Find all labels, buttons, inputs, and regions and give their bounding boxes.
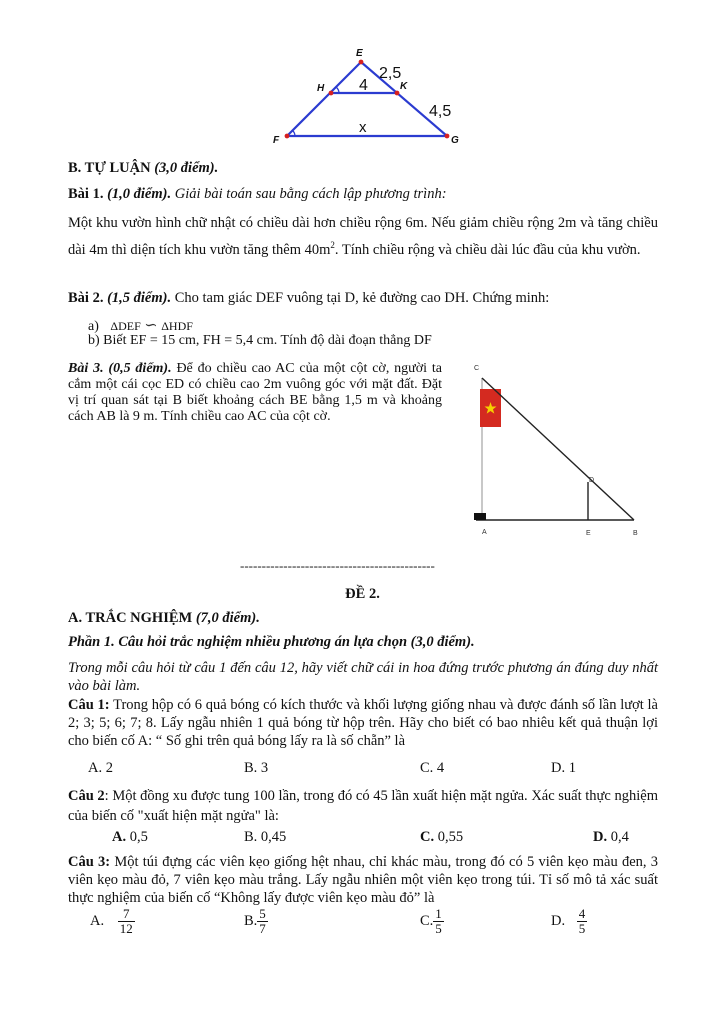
bai2-a-label: a)	[88, 319, 99, 334]
phan1-heading: Phần 1. Câu hỏi trắc nghiệm nhiều phương án lựa chọn (3,0 điểm).	[68, 634, 475, 650]
q2-option-a-letter: A.	[112, 829, 127, 845]
q2-option-d-letter: D.	[593, 829, 608, 845]
bai3-points: (0,5 điểm).	[108, 361, 172, 376]
q3-option-c-letter: C.	[420, 912, 434, 929]
label-b: B	[633, 530, 638, 537]
value-hk: 4	[359, 77, 368, 94]
q3-option-d	[551, 907, 587, 936]
q3-option-d-fraction	[577, 907, 588, 936]
q3-option-a-letter: A.	[90, 912, 105, 929]
q1-option-b: B. 3	[244, 760, 269, 776]
q3-text: Một túi đựng các viên kẹo giống hệt nhau, chỉ khác màu, trong đó có 5 viên kẹo màu đen, 3 viên kẹo màu đỏ, 7 viên kẹo màu trắng. Lấy ngẫu nhiên một viên kẹo trong túi. Tỉ số mô tả xác suất thực nghiệm của biến cố “Không lấy được viên kẹo màu đỏ” là	[68, 854, 659, 906]
q3-option-a-fraction	[118, 907, 135, 936]
fraction-denominator: 7	[259, 921, 266, 936]
q1-option-c: C. 4	[420, 760, 445, 776]
point-g	[445, 134, 450, 139]
segment-eg	[361, 62, 447, 136]
point-f	[285, 134, 290, 139]
label-e: E	[586, 530, 591, 537]
q2-text: : Một đồng xu được tung 100 lần, trong đó có 45 lần xuất hiện mặt ngửa. Xác suất thực nghiệm của biến cố "xuất hiện mặt ngửa" là:	[68, 788, 658, 824]
bai2-points: (1,5 điểm).	[107, 290, 172, 306]
similar-symbol: ∽	[144, 317, 158, 334]
bai3-label: Bài 3.	[68, 361, 104, 376]
q2-option-d	[593, 829, 629, 846]
label-k: K	[400, 81, 408, 92]
point-k	[395, 91, 400, 96]
q2-option-c	[420, 829, 463, 846]
bai3-text: Để đo chiều cao AC của một cột cờ, người ta cắm một cái cọc ED có chiều cao 2m vuông góc với mặt đất. Đặt vị trí quan sát tại B biết khoảng cách BE bằng 1,5 m và khoảng cách AB là 9 m. Tính chiều cao AC của cột cờ.	[68, 361, 442, 424]
flagpole-figure	[462, 356, 652, 541]
trapezoid-figure	[265, 42, 475, 152]
q1-block	[68, 696, 658, 750]
q1-text: Trong hộp có 6 quả bóng có kích thước và khối lượng giống nhau và được đánh số lần lượt là 2; 3; 5; 6; 7; 8. Lấy ngẫu nhiên 1 quả bóng từ hộp trên. Hãy cho biết có bao nhiêu kết quả thuận lợi cho biến cố A: “ Số ghi trên quả bóng lấy ra là số chẵn” là	[68, 697, 658, 749]
q2-option-b-letter: B.	[244, 829, 258, 845]
fraction-numerator: 5	[259, 906, 266, 921]
label-h: H	[317, 83, 325, 94]
de2-title: ĐỀ 2.	[345, 586, 380, 602]
fraction-numerator: 7	[118, 907, 135, 922]
bai2-label: Bài 2.	[68, 290, 104, 306]
q2-block	[68, 786, 658, 826]
part-b-heading	[68, 158, 658, 179]
fraction-denominator: 5	[578, 921, 586, 936]
bai2-a-left: ΔDEF	[110, 319, 141, 333]
bai1-text-a: Một khu vườn hình chữ nhật có chiều dài hơn chiều rộng 6m. Nếu giảm chiều rộng 2m và tăng chiều dài 4m thì diện tích khu vườn tăng thêm 40m	[68, 215, 658, 258]
separator-line: ---------------------------------------------	[240, 558, 435, 573]
segment-ef	[287, 62, 361, 136]
q1-option-d: D. 1	[551, 760, 576, 776]
bai1-heading	[68, 184, 658, 205]
q2-option-b	[244, 829, 286, 846]
phan1-instruction: Trong mỗi câu hỏi từ câu 1 đến câu 12, hãy viết chữ cái in hoa đứng trước phương án đúng duy nhất vào bài làm.	[68, 660, 658, 694]
part-a-title: A. TRẮC NGHIỆM	[68, 610, 193, 626]
part-a-points: (7,0 điểm).	[195, 610, 260, 626]
bai1-instruction: Giải bài toán sau bằng cách lập phương trình:	[174, 186, 447, 202]
q3-option-b	[244, 907, 268, 936]
pole-base	[474, 513, 486, 520]
part-a-heading	[68, 608, 658, 629]
q2-option-d-value: 0,4	[607, 829, 629, 845]
q3-option-d-letter: D.	[551, 912, 566, 929]
bai2-heading	[68, 288, 668, 309]
bai1-text-b: . Tính chiều rộng và chiều dài lúc đầu của khu vườn.	[334, 241, 641, 258]
label-d: D	[589, 477, 595, 484]
point-h	[329, 91, 334, 96]
q3-label: Câu 3:	[68, 854, 111, 870]
part-b-points: (3,0 điểm).	[154, 160, 219, 176]
q2-label: Câu 2	[68, 788, 105, 804]
fraction-numerator: 1	[435, 906, 442, 921]
q3-option-a	[90, 907, 135, 936]
q2-option-b-value: 0,45	[257, 829, 287, 845]
label-a: A	[482, 529, 487, 536]
point-e	[359, 60, 364, 65]
q1-option-a: A. 2	[88, 760, 113, 776]
part-b-title: B. TỰ LUẬN	[68, 160, 151, 176]
bai1-sup: 2	[330, 240, 335, 250]
bai2-part-b: b) Biết EF = 15 cm, FH = 5,4 cm. Tính độ dài đoạn thẳng DF	[88, 333, 432, 348]
value-fg: x	[359, 119, 367, 136]
q3-option-b-fraction	[257, 907, 268, 936]
bai2-a-right: ΔHDF	[161, 319, 193, 333]
fraction-denominator: 5	[435, 921, 442, 936]
bai2-text: Cho tam giác DEF vuông tại D, kẻ đường cao DH. Chứng minh:	[174, 290, 550, 306]
sight-line-cb	[482, 378, 634, 520]
label-c: C	[474, 365, 480, 372]
label-g: G	[451, 135, 459, 146]
fraction-numerator: 4	[578, 906, 586, 921]
q3-option-c	[420, 907, 444, 936]
q3-block	[68, 853, 658, 907]
bai3-block	[68, 361, 442, 425]
q3-option-c-fraction	[433, 907, 444, 936]
q2-option-c-value: 0,55	[434, 829, 464, 845]
bai1-text	[68, 212, 658, 261]
q2-option-a	[112, 829, 148, 846]
value-ek: 2,5	[379, 65, 402, 82]
bai1-points: (1,0 điểm).	[107, 186, 172, 202]
label-e: E	[356, 48, 363, 59]
bai1-label: Bài 1.	[68, 186, 104, 202]
q3-option-b-letter: B.	[244, 912, 258, 929]
fraction-denominator: 12	[119, 921, 133, 936]
value-kg: 4,5	[429, 103, 452, 120]
q1-label: Câu 1:	[68, 697, 110, 713]
q2-option-c-letter: C.	[420, 829, 435, 845]
q2-option-a-value: 0,5	[126, 829, 148, 845]
label-f: F	[273, 135, 280, 146]
